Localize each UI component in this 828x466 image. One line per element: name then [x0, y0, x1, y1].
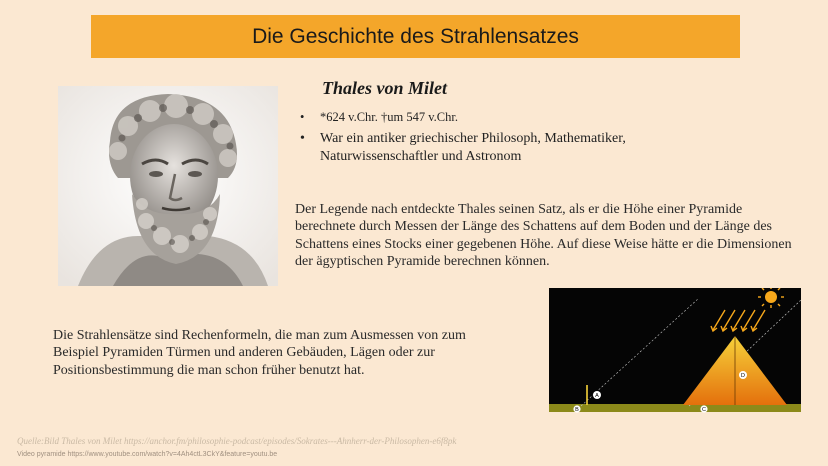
- thales-bust-image: [58, 86, 278, 286]
- label-b: B: [575, 407, 579, 413]
- label-d: D: [741, 373, 745, 379]
- title-banner: [91, 15, 740, 58]
- diagram-ground: [549, 404, 801, 412]
- occupation-text: War ein antiker griechischer Philosoph, Mathematiker, Naturwissenschaftler und Astronom: [320, 131, 626, 164]
- image-source-credit: Quelle:Bild Thales von Milet https://anchor.fm/philosophie-podcast/episodes/Sokrates---Ahnherr-der-Philosophen-e6f8pk: [17, 436, 457, 446]
- person-facts-list: [298, 108, 718, 166]
- list-item: [298, 130, 718, 166]
- life-dates: *624 v.Chr. †um 547 v.Chr.: [320, 110, 458, 124]
- bullet-icon: •: [300, 131, 305, 146]
- definition-paragraph: Die Strahlensätze sind Rechenformeln, die man zum Ausmessen von zum Beispiel Pyramiden Türmen und anderen Gebäuden, Lägen oder zur Positionsbestimmung die man schon früher benutzt hat.: [53, 328, 466, 378]
- person-name: Thales von Milet: [322, 78, 447, 98]
- legend-paragraph: Der Legende nach entdeckte Thales seinen Satz, als er die Höhe einer Pyramide berechnete durch Messen der Länge des Schattens auf dem Boden und der Länge des Schattens eines Stocks einer gegebenen Höhe. Auf diese Weise hätte er die Dimensionen der ägyptischen Pyramide berechnen können.: [295, 202, 792, 270]
- label-a: A: [595, 393, 599, 399]
- page-title: Die Geschichte des Strahlensatzes: [252, 24, 579, 48]
- label-c: C: [702, 407, 706, 413]
- pyramid-shadow-diagram: [549, 288, 801, 418]
- video-source-credit: Video pyramide https://www.youtube.com/watch?v=4Ah4ctL3CkY&feature=youtu.be: [17, 451, 278, 458]
- list-item: [298, 108, 718, 126]
- bullet-icon: •: [300, 110, 305, 124]
